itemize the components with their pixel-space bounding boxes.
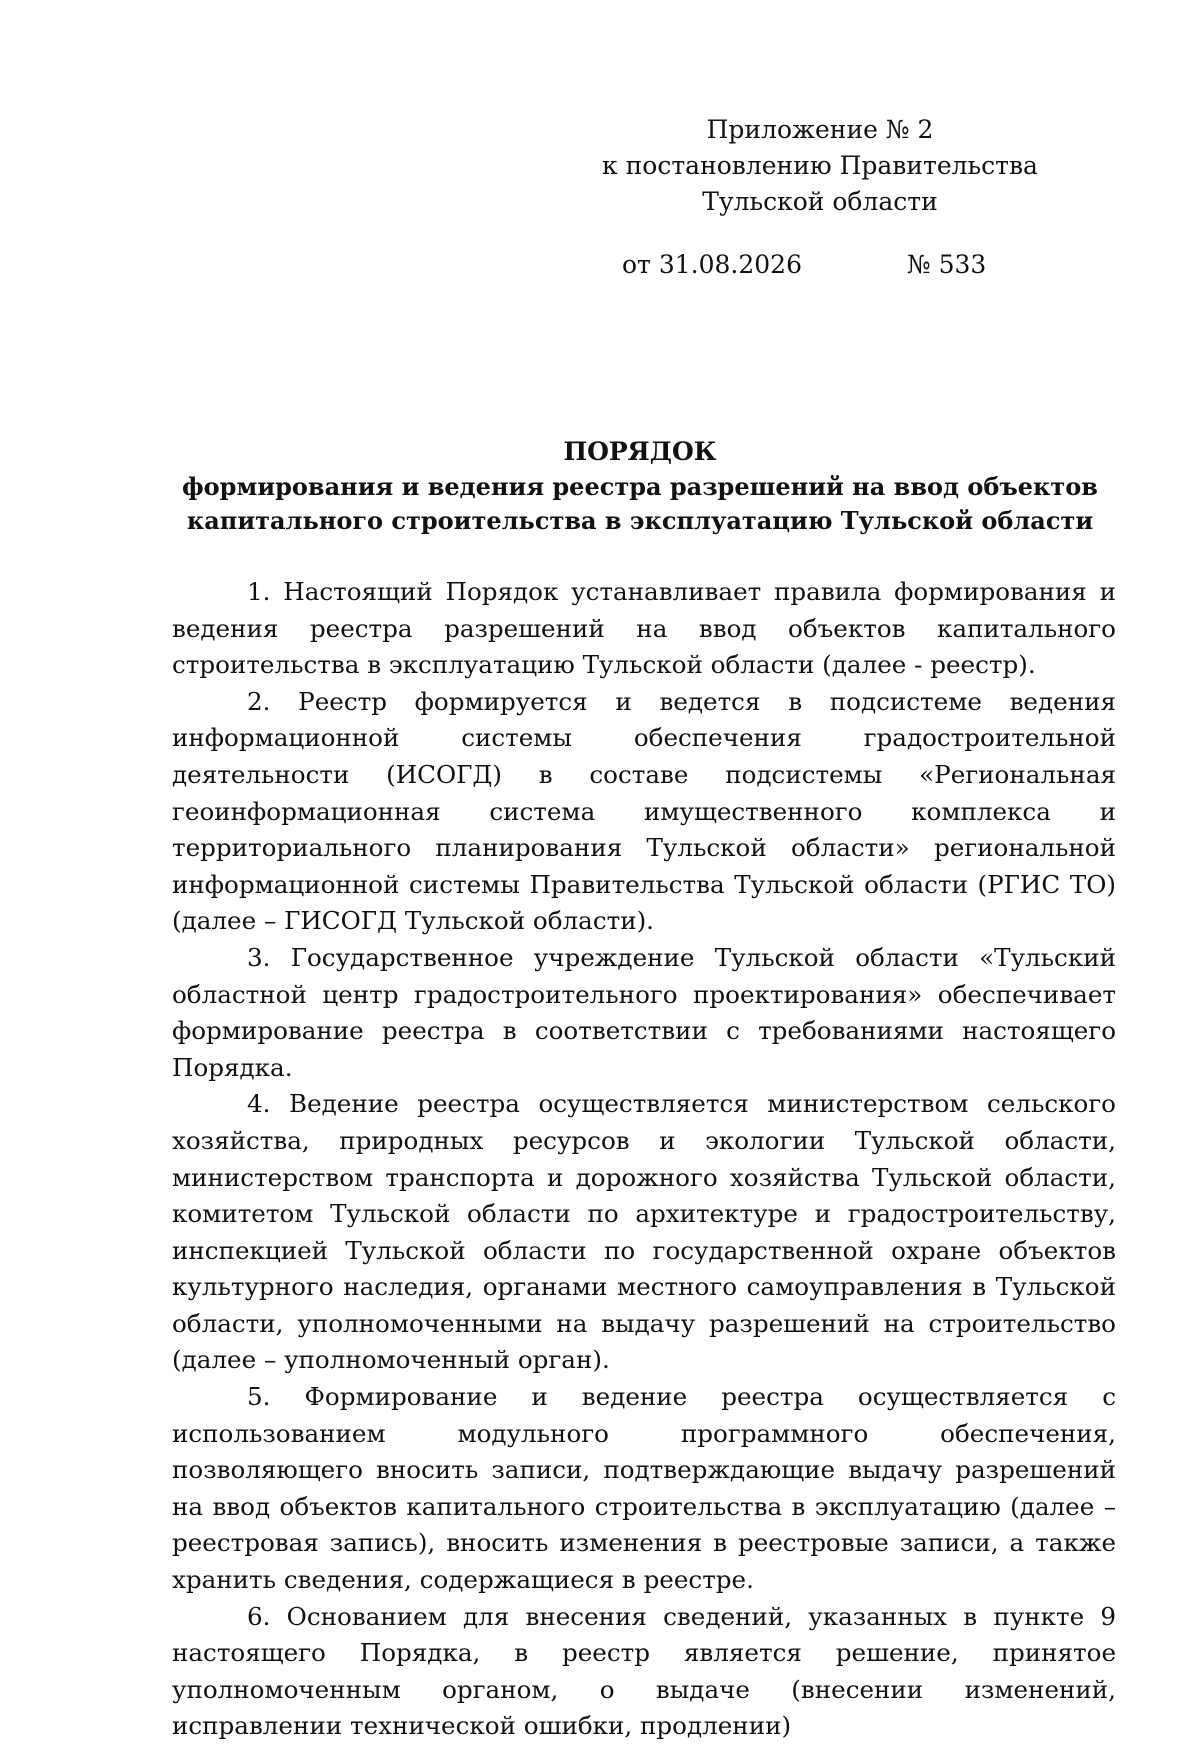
annex-region: Тульской области [702, 187, 938, 216]
annex-reference: к постановлению Правительства [602, 151, 1038, 180]
resolution-number: № 533 [907, 250, 987, 279]
title-line-1: формирования и ведения реестра разрешений на ввод объектов [182, 472, 1098, 501]
document-body [172, 574, 1116, 1745]
paragraph-1: 1. Настоящий Порядок устанавливает правила формирования и ведения реестра разрешений на ввод объектов капитального строительства в эксплуатацию Тульской области (далее - реестр). [172, 577, 1116, 680]
annex-number: Приложение № 2 [706, 115, 934, 144]
document-title [160, 435, 1120, 538]
resolution-date: от 31.08.2026 [622, 250, 802, 279]
paragraph-5: 5. Формирование и ведение реестра осуществляется с использованием модульного программного обеспечения, позволяющего вносить записи, подтверждающие выдачу разрешений на ввод объектов капитального строительства в эксплуатацию (далее – реестровая запись), вносить изменения в реестровые записи, а также хранить сведения, содержащиеся в реестре. [172, 1382, 1116, 1595]
title-main: ПОРЯДОК [563, 437, 717, 466]
paragraph-3: 3. Государственное учреждение Тульской области «Тульский областной центр градостроительного проектирования» обеспечивает формирование реестра в соответствии с требованиями настоящего Порядка. [172, 942, 1116, 1082]
paragraph-6: 6. Основанием для внесения сведений, указанных в пункте 9 настоящего Порядка, в реестр является решение, принятое уполномоченным органом, о выдаче (внесении изменений, исправлении технической ошибки, продлении) [172, 1601, 1116, 1741]
paragraph-2: 2. Реестр формируется и ведется в подсистеме ведения информационной системы обеспечения градостроительной деятельности (ИСОГД) в составе подсистемы «Региональная геоинформационная система имущественного комплекса и территориального планирования Тульской области» региональной информационной системы Правительства Тульской области (РГИС ТО) (далее – ГИСОГД Тульской области). [172, 686, 1116, 936]
resolution-date-row [622, 247, 1002, 283]
paragraph-4: 4. Ведение реестра осуществляется министерством сельского хозяйства, природных ресурсов и экологии Тульской области, министерством транспорта и дорожного хозяйства Тульской области, комитетом Тульской области по архитектуре и градостроительству, инспекцией Тульской области по государственной охране объектов культурного наследия, органами местного самоуправления в Тульской области, уполномоченными на выдачу разрешений на строительство (далее – уполномоченный орган). [172, 1089, 1116, 1375]
annex-header [600, 112, 1040, 220]
title-line-2: капитального строительства в эксплуатацию Тульской области [186, 506, 1094, 535]
